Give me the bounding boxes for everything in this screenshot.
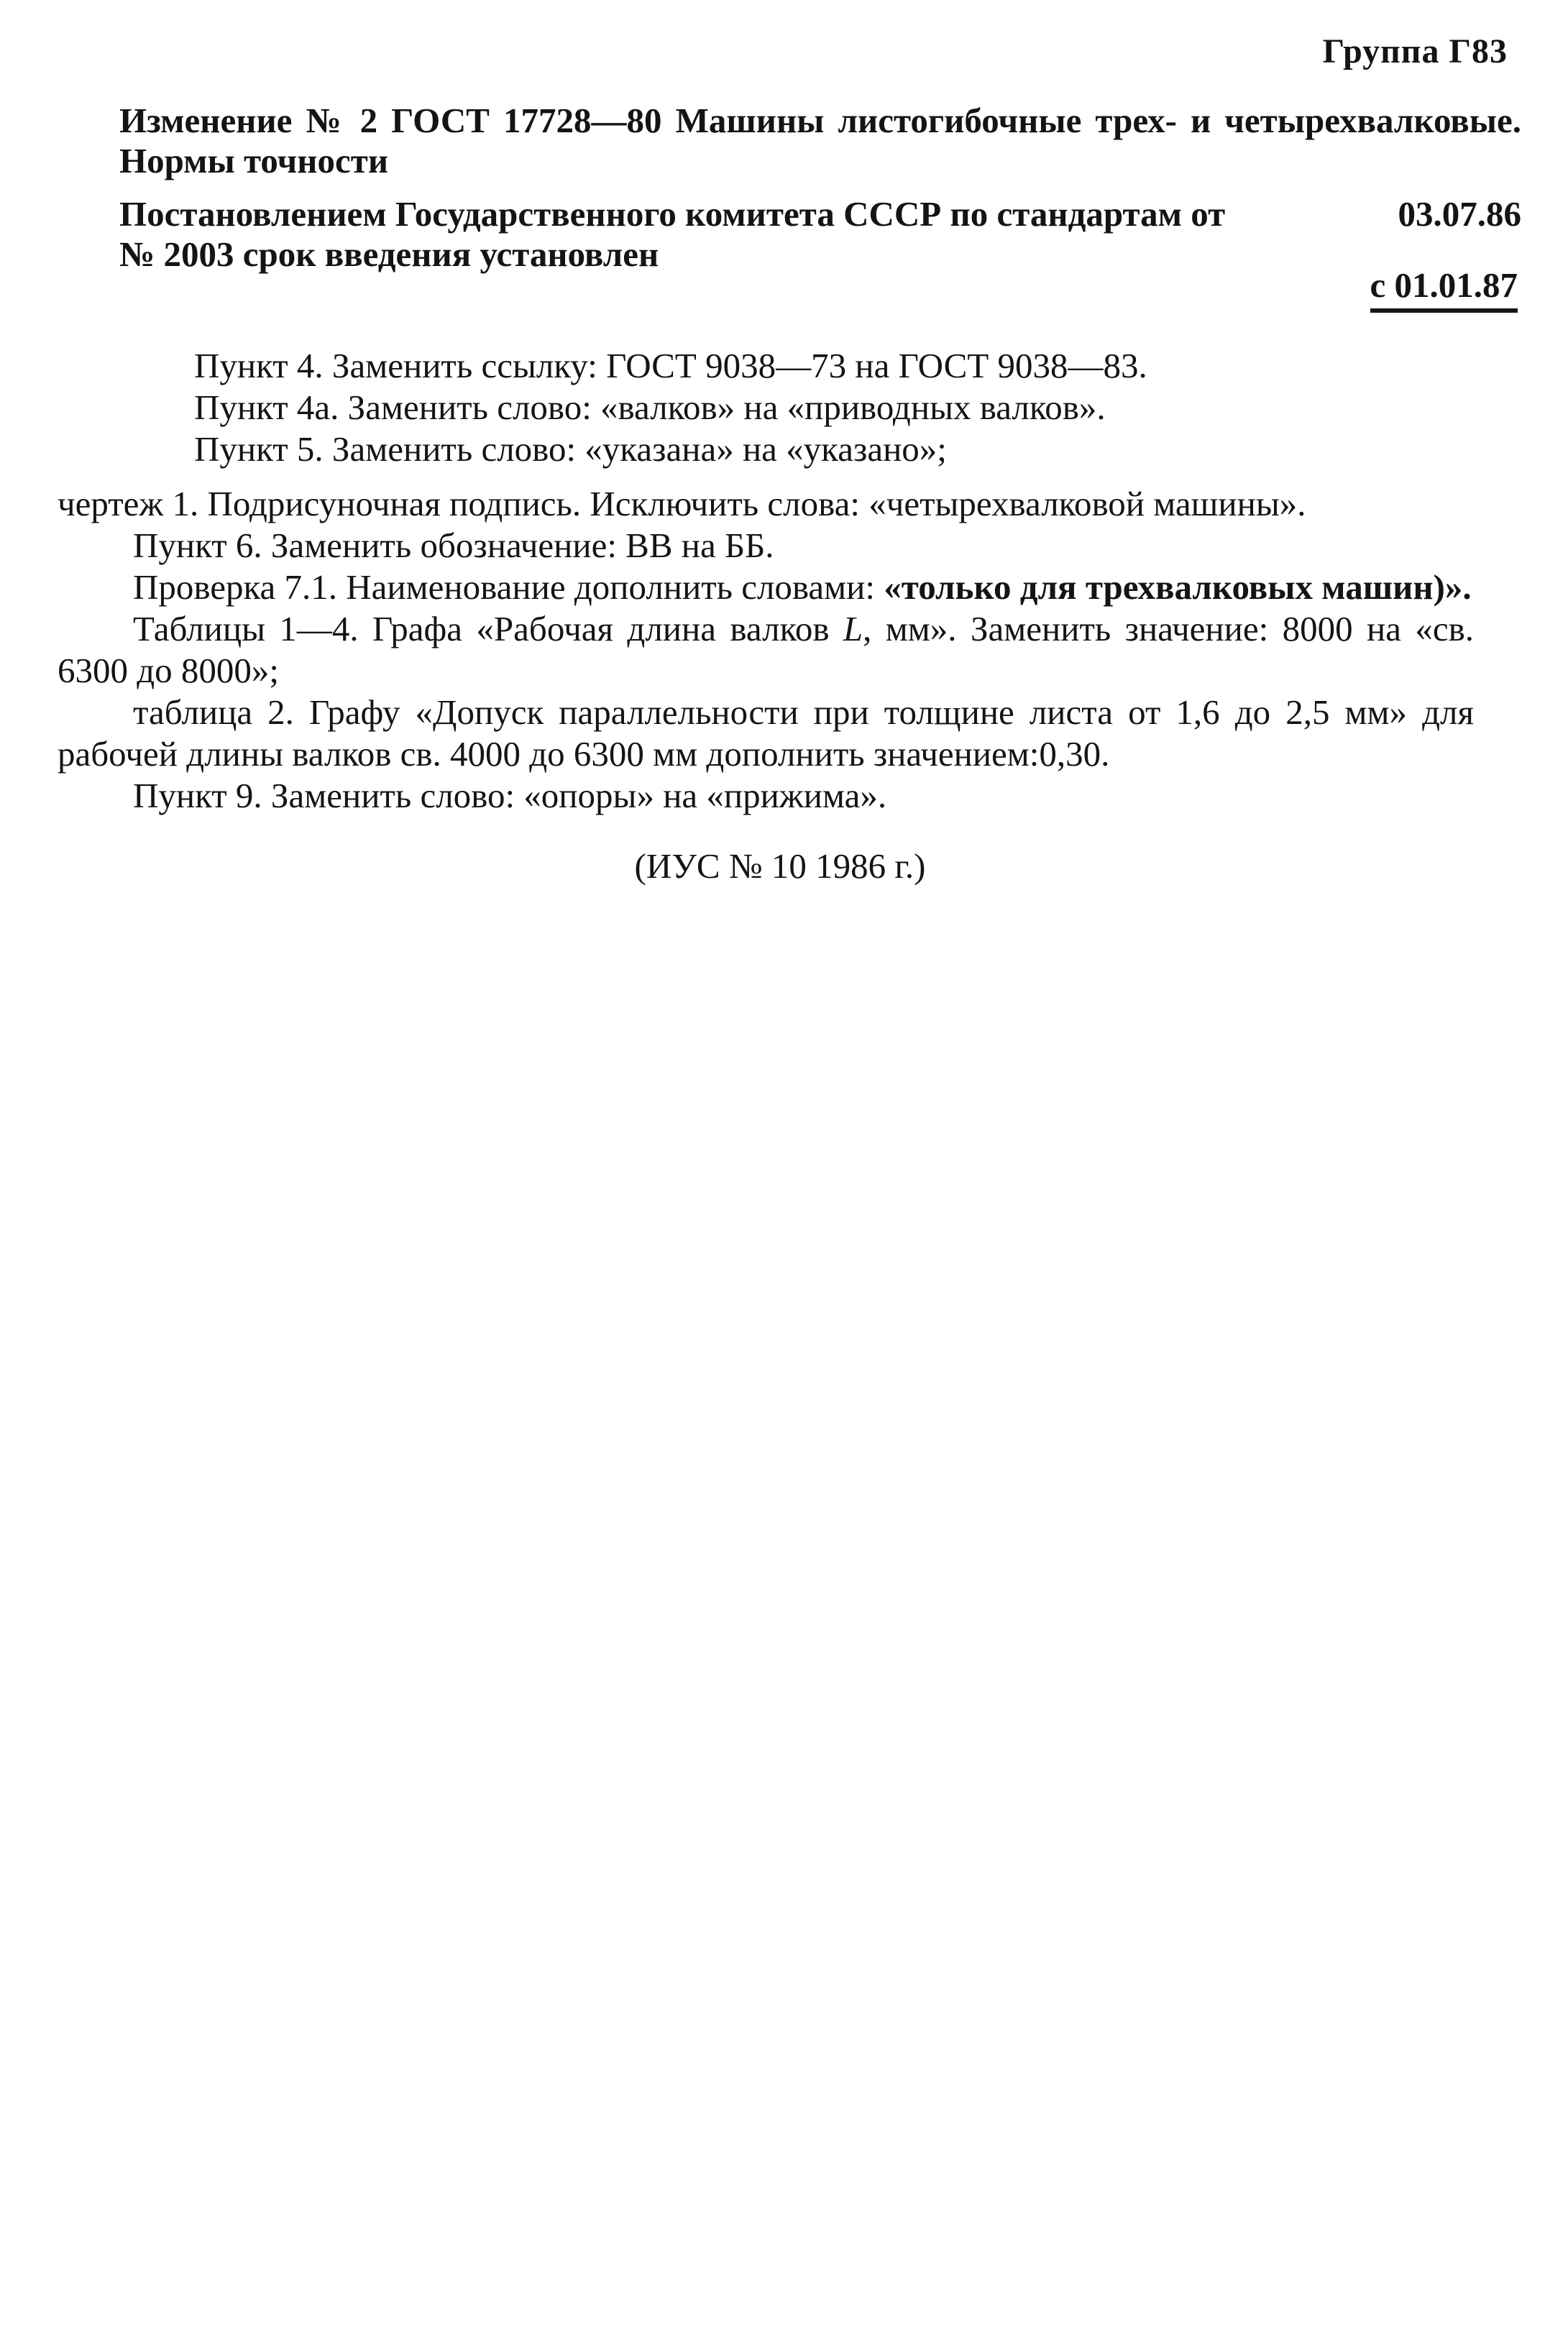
source-reference: (ИУС № 10 1986 г.) [634,846,926,886]
item-drawing1: чертеж 1. Подрисуночная подпись. Исключить слова: «четырехвалковой машины». [58,484,1306,523]
document-title: Изменение № 2 ГОСТ 17728—80 Машины листогибочные трех- и четырехвалковые. Нормы точности [119,101,1521,180]
tables-text-b: , мм». Заменить значение: 8000 на «св. 6300 до 8000»; [58,609,1474,690]
item-table2: таблица 2. Графу «Допуск параллельности при толщине листа от 1,6 до 2,5 мм» для рабочей длины валков св. 4000 до 6300 мм дополнить значением:0,30. [58,692,1474,774]
decree-date: 03.07.86 [1398,194,1521,234]
decree-block [119,194,1521,275]
item-p9: Пункт 9. Заменить слово: «опоры» на «прижима». [133,776,887,815]
item-p5: Пункт 5. Заменить слово: «указана» на «указано»; [194,429,947,469]
tables-italic-l: L [843,609,863,648]
amendment-body [58,345,1474,887]
effective-date: с 01.01.87 [1370,265,1518,313]
item-p4: Пункт 4. Заменить ссылку: ГОСТ 9038—73 на ГОСТ 9038—83. [194,346,1147,385]
decree-text: Постановлением Государственного комитета СССР по стандартам от [119,194,1226,234]
check71-text: Проверка 7.1. Наименование дополнить словами: [133,567,884,607]
group-label: Группа Г83 [1322,32,1508,70]
check71-bold-text: «только для трехвалковых машин)». [884,567,1472,607]
item-p4a: Пункт 4а. Заменить слово: «валков» на «приводных валков». [194,388,1106,427]
item-tables [58,608,1474,692]
item-check71 [58,567,1474,608]
decree-number: № 2003 срок введения установлен [119,234,659,274]
item-p6: Пункт 6. Заменить обозначение: ВВ на ББ. [133,526,774,565]
decree-row [119,194,1521,234]
tables-text-a: Таблицы 1—4. Графа «Рабочая длина валков [133,609,843,648]
